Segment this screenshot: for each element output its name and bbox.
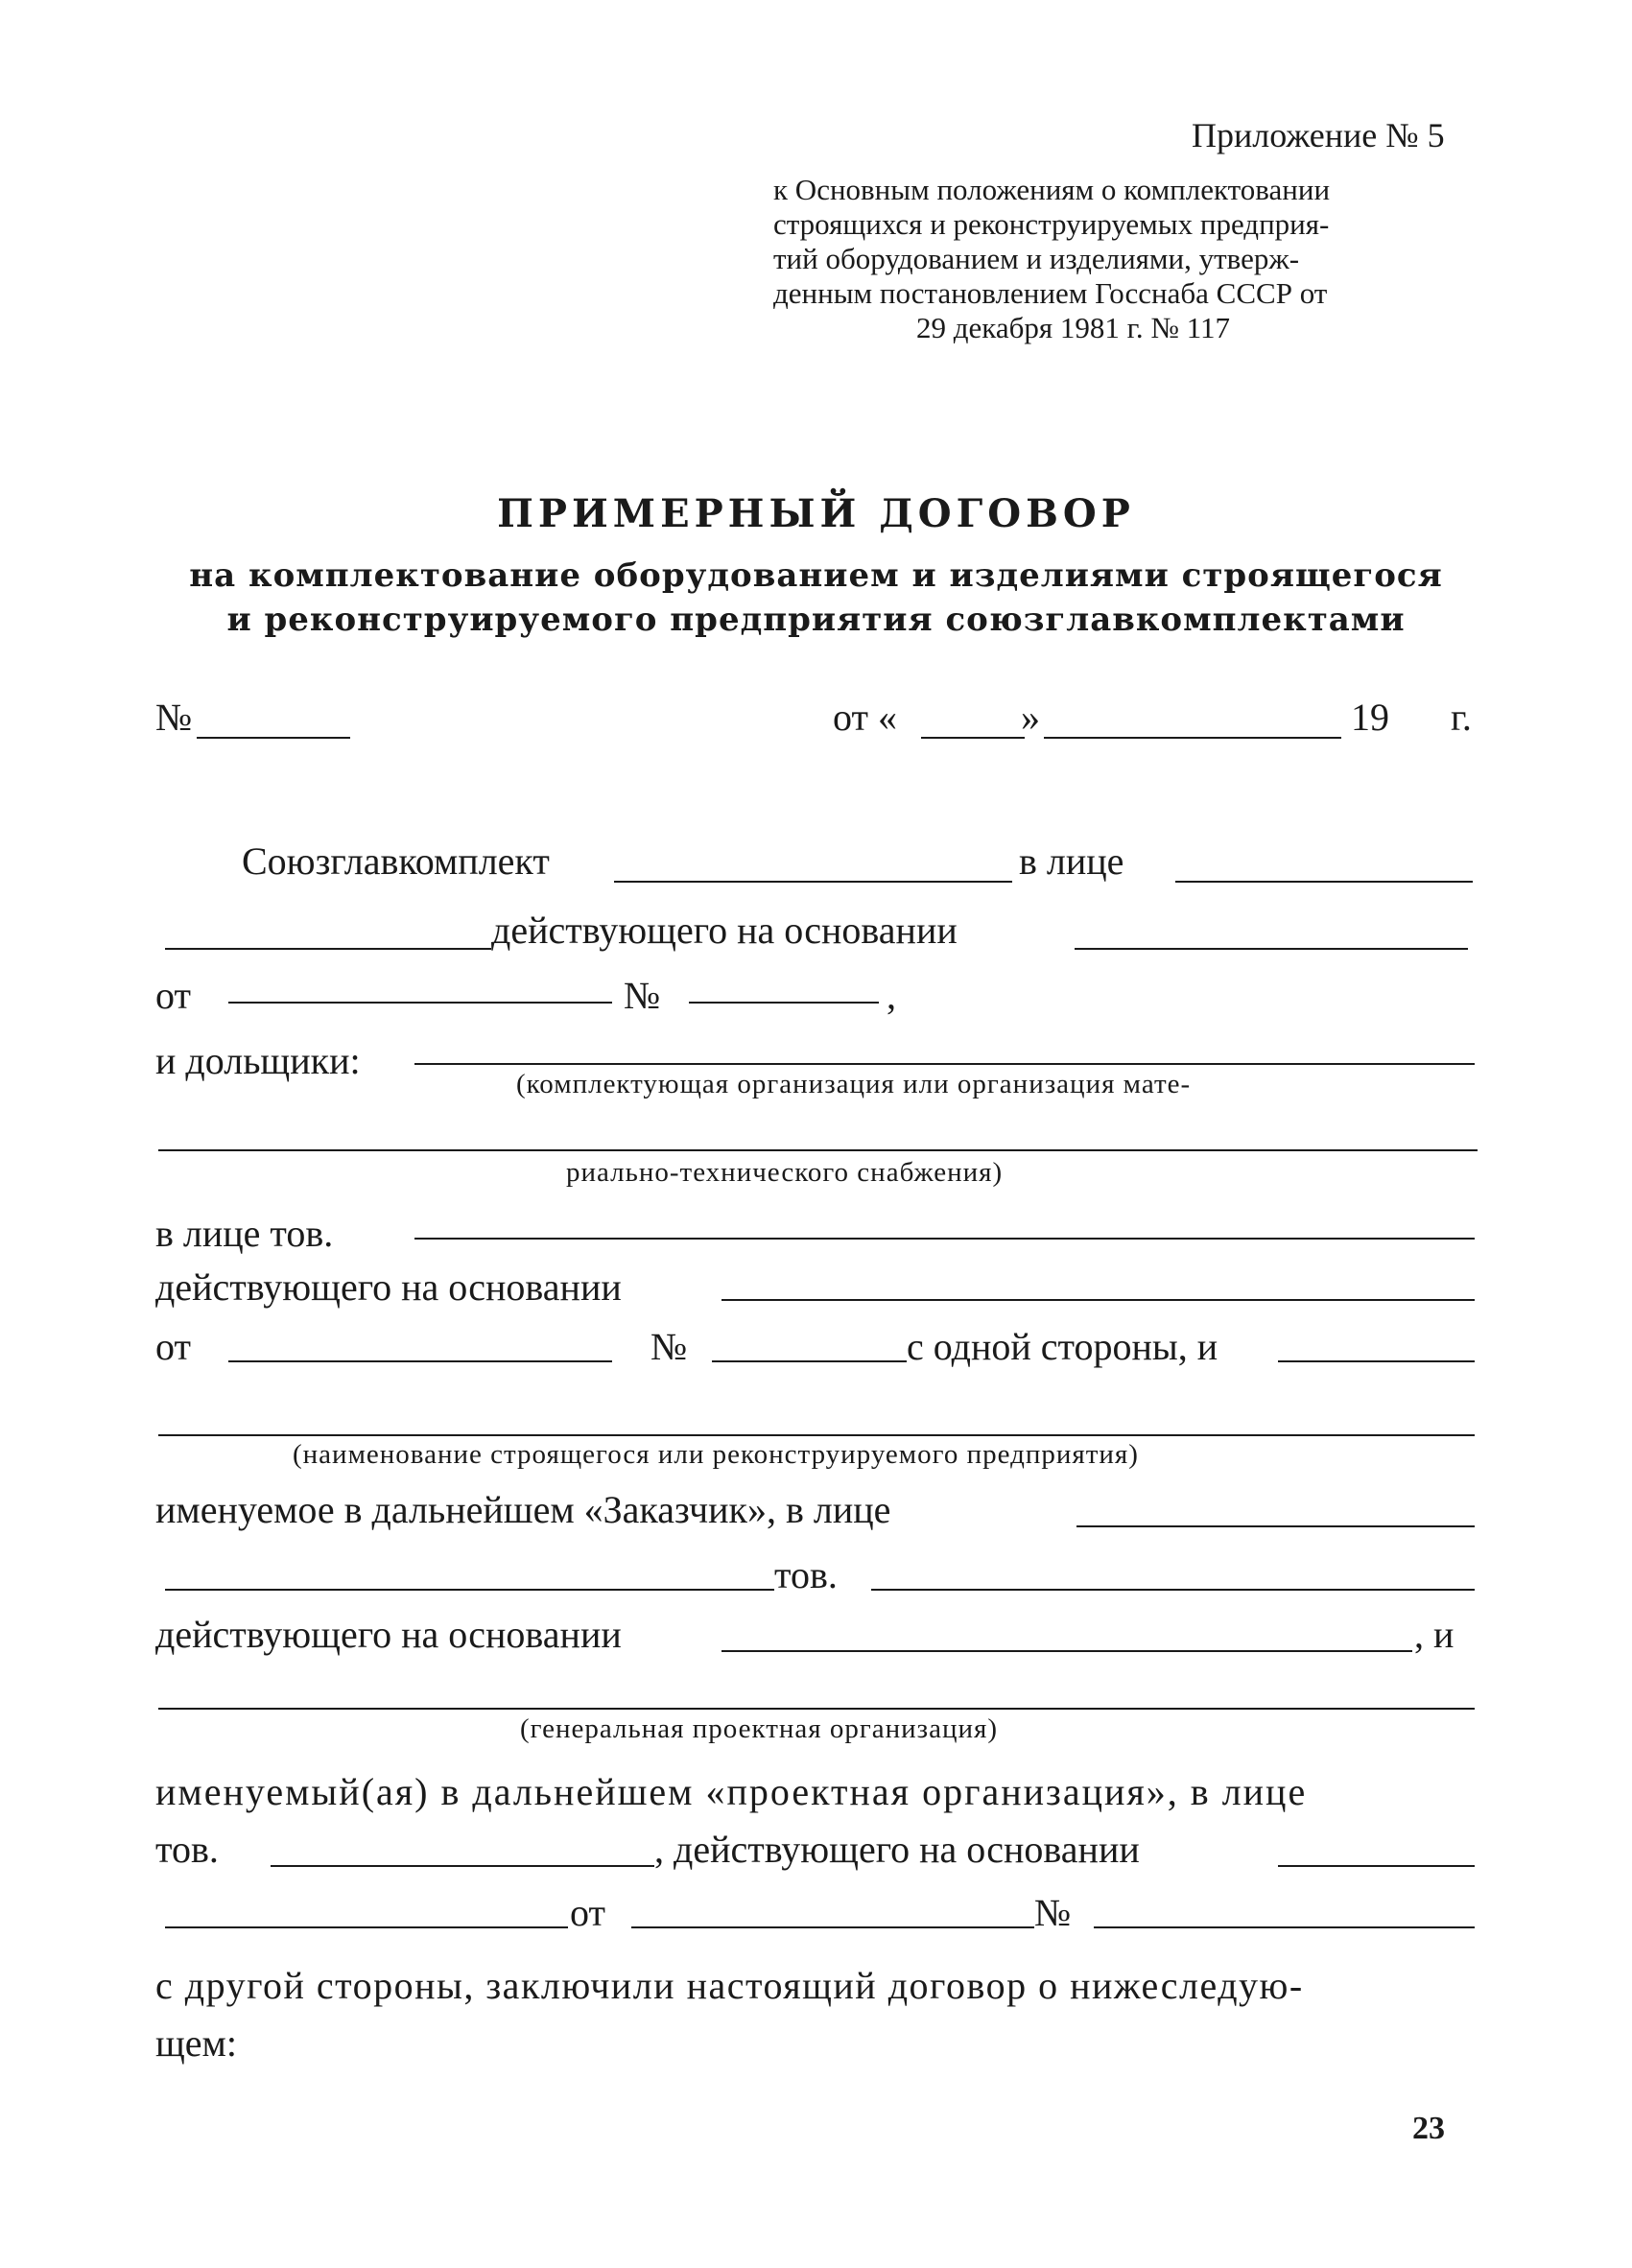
caption-organization: (комплектующая организация или организация мате- (516, 1069, 1192, 1099)
caption-organization-continued: риально-технического снабжения) (566, 1157, 1004, 1188)
acting-basis-label: , действующего на основании (654, 1828, 1140, 1871)
customer-representative-field[interactable] (1076, 1525, 1475, 1527)
comma: , (887, 974, 896, 1017)
basis-number-label: № (650, 1325, 688, 1368)
shareholders-label: и дольщики: (155, 1039, 361, 1082)
organization-continued-field[interactable] (158, 1149, 1478, 1151)
in-person-field[interactable] (414, 1238, 1475, 1240)
appendix-note-line: строящихся и реконструируемых предприя- (773, 207, 1330, 241)
basis-number-field[interactable] (689, 1002, 879, 1004)
acting-basis-label: действующего на основании (155, 1265, 622, 1309)
from-label: от (155, 974, 191, 1017)
acting-basis-field[interactable] (1278, 1865, 1475, 1867)
basis-number-field[interactable] (1094, 1926, 1475, 1928)
v-litse-field[interactable] (1175, 881, 1473, 883)
document-subtitle: на комплектование оборудованием и изделиями строящегося (189, 556, 1443, 595)
shareholders-field[interactable] (414, 1063, 1475, 1065)
acting-basis-field[interactable] (1075, 948, 1468, 950)
document-subtitle: и реконструируемого предприятия союзглавкомплектами (226, 601, 1406, 639)
comrade-label: тов. (774, 1553, 838, 1596)
document-title: ПРИМЕРНЫЙ ДОГОВОР (497, 491, 1135, 536)
soyuz-name-field[interactable] (614, 881, 1012, 883)
basis-doc-field[interactable] (165, 1926, 568, 1928)
acting-basis-field[interactable] (721, 1299, 1475, 1301)
appendix-note-line: тий оборудованием и изделиями, утверж- (773, 242, 1300, 275)
contract-number-label: № (155, 696, 193, 739)
party-soyuzglavkomplekt-label: Союзглавкомплект (242, 839, 550, 883)
contract-number-field[interactable] (197, 737, 350, 739)
date-day-field[interactable] (921, 737, 1025, 739)
one-side-label: с одной стороны, и (907, 1325, 1218, 1368)
basis-number-label: № (1034, 1891, 1072, 1934)
v-litse-label: в лице (1019, 839, 1124, 883)
page-number: 23 (1412, 2111, 1445, 2146)
appendix-note-line: к Основным положениям о комплектовании (773, 173, 1331, 206)
appendix-label: Приложение № 5 (1192, 116, 1445, 154)
enterprise-name-field[interactable] (158, 1434, 1475, 1436)
in-person-label: в лице тов. (155, 1212, 334, 1255)
from-label: от (570, 1891, 605, 1934)
date-year-prefix: 19 (1351, 696, 1389, 739)
date-year-suffix: г. (1451, 696, 1472, 739)
closing-text: щем: (155, 2021, 237, 2065)
enterprise-field[interactable] (1278, 1360, 1475, 1362)
basis-date-field[interactable] (228, 1002, 612, 1004)
design-org-field[interactable] (158, 1708, 1475, 1710)
appendix-note-line: денным постановлением Госснаба СССР от (773, 276, 1328, 310)
comma-and: , и (1414, 1613, 1455, 1656)
customer-label: именуемое в дальнейшем «Заказчик», в лице (155, 1488, 891, 1531)
acting-basis-label: действующего на основании (155, 1613, 622, 1656)
representative-field[interactable] (165, 948, 491, 950)
date-from-label: от « (833, 696, 897, 739)
design-org-label: именуемый(ая) в дальнейшем «проектная организация», в лице (155, 1770, 1308, 1813)
appendix-note-line: 29 декабря 1981 г. № 117 (916, 311, 1231, 344)
closing-text: с другой стороны, заключили настоящий договор о нижеследую- (155, 1964, 1304, 2007)
basis-number-field[interactable] (712, 1360, 907, 1362)
acting-basis-label: действующего на основании (491, 909, 958, 952)
basis-date-field[interactable] (228, 1360, 612, 1362)
caption-enterprise: (наименование строящегося или реконструируемого предприятия) (293, 1439, 1139, 1470)
basis-number-label: № (624, 974, 661, 1017)
date-quote-close: » (1021, 696, 1040, 739)
date-month-field[interactable] (1044, 737, 1341, 739)
comrade-name-field[interactable] (871, 1589, 1475, 1591)
acting-basis-field[interactable] (721, 1650, 1412, 1652)
from-label: от (155, 1325, 191, 1368)
caption-design-org: (генеральная проектная организация) (520, 1713, 999, 1744)
comrade-label: тов. (155, 1828, 219, 1871)
customer-name-field[interactable] (165, 1589, 774, 1591)
basis-date-field[interactable] (631, 1926, 1034, 1928)
comrade-name-field[interactable] (271, 1865, 654, 1867)
